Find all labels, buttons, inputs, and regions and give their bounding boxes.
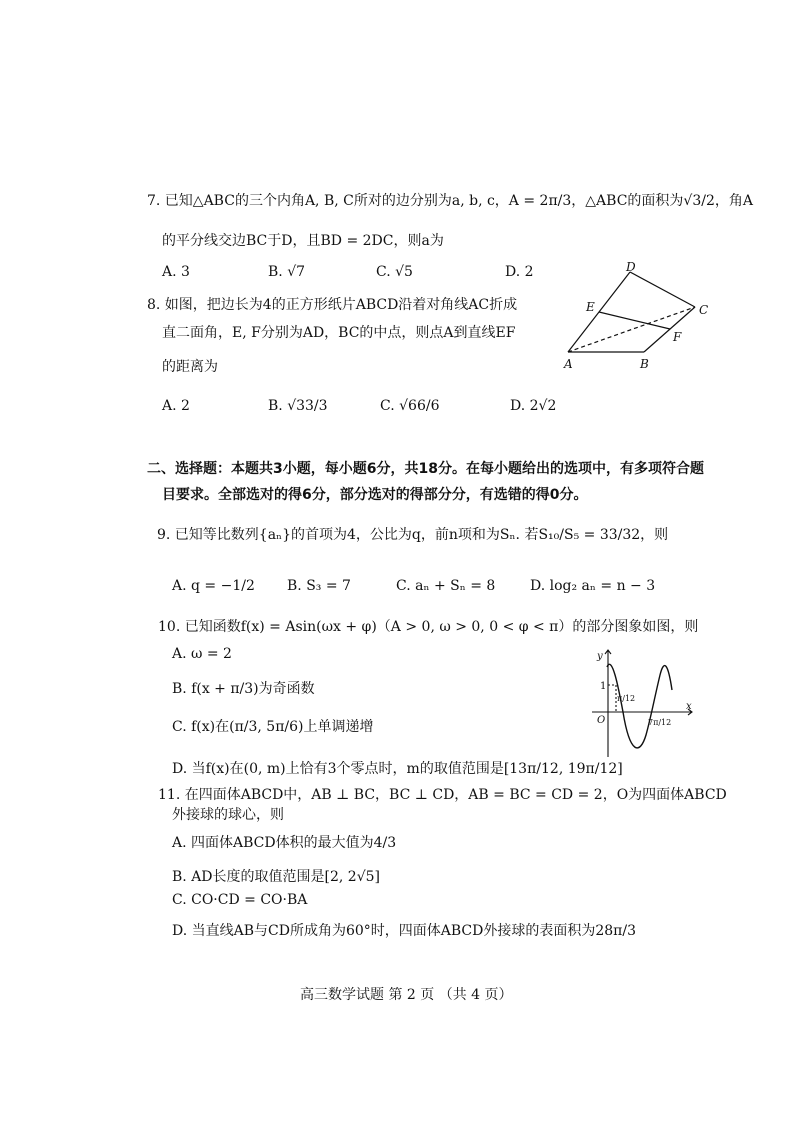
q9-line1: 9. 已知等比数列{aₙ}的首项为4，公比为q，前n项和为Sₙ. 若S₁₀/S₅ = 33/32，则 bbox=[157, 527, 669, 543]
q9-option-d: D. log₂ aₙ = n − 3 bbox=[530, 578, 656, 594]
q11-option-c: C. CO·CD = CO·BA bbox=[172, 892, 308, 908]
q11-line2: 外接球的球心，则 bbox=[172, 807, 284, 823]
q10-option-c: C. f(x)在(π/3, 5π/6)上单调递增 bbox=[172, 719, 374, 735]
label-C: C bbox=[699, 303, 709, 317]
q8-line1: 8. 如图，把边长为4的正方形纸片ABCD沿着对角线AC折成 bbox=[147, 297, 518, 313]
q11-option-d: D. 当直线AB与CD所成角为60°时，四面体ABCD外接球的表面积为28π/3 bbox=[172, 923, 637, 939]
tick-label-1: 1 bbox=[600, 681, 607, 692]
q11-line1: 11. 在四面体ABCD中，AB ⊥ BC，BC ⊥ CD，AB = BC = CD = 2，O为四面体ABCD bbox=[158, 787, 727, 803]
label-D: D bbox=[626, 262, 636, 274]
q7-option-c: C. √5 bbox=[376, 264, 413, 280]
label-F: F bbox=[673, 330, 682, 344]
origin-label: O bbox=[597, 715, 606, 726]
page-footer: 高三数学试题 第 2 页 （共 4 页） bbox=[300, 987, 513, 1003]
q9-option-c: C. aₙ + Sₙ = 8 bbox=[396, 578, 496, 594]
edge-BC bbox=[644, 307, 695, 352]
q7-option-d: D. 2 bbox=[505, 264, 534, 280]
segment-EF bbox=[599, 312, 670, 329]
q8-line3: 的距离为 bbox=[162, 359, 218, 375]
q10-graph bbox=[588, 645, 698, 765]
q7-option-b: B. √7 bbox=[268, 264, 306, 280]
q10-option-d: D. 当f(x)在(0, m)上恰有3个零点时，m的取值范围是[13π/12, 19π/12] bbox=[172, 761, 623, 777]
label-B: B bbox=[640, 357, 649, 371]
q10-option-a: A. ω = 2 bbox=[172, 646, 232, 662]
q8-option-b: B. √33/3 bbox=[268, 398, 328, 414]
q7-option-a: A. 3 bbox=[162, 264, 190, 280]
q8-option-d: D. 2√2 bbox=[510, 398, 557, 414]
label-A: A bbox=[564, 357, 573, 371]
section2-line1: 二、选择题：本题共3小题，每小题6分，共18分。在每小题给出的选项中，有多项符合题 bbox=[147, 461, 704, 477]
q8-option-a: A. 2 bbox=[162, 398, 190, 414]
section2-line2: 目要求。全部选对的得6分，部分选对的得部分分，有选错的得0分。 bbox=[162, 487, 588, 503]
q9-option-b: B. S₃ = 7 bbox=[287, 578, 351, 594]
label-E: E bbox=[586, 300, 595, 314]
q10-option-b: B. f(x + π/3)为奇函数 bbox=[172, 681, 315, 697]
q9-option-a: A. q = −1/2 bbox=[172, 578, 255, 594]
q7-line1: 7. 已知△ABC的三个内角A, B, C所对的边分别为a, b, c，A = 2π/3，△ABC的面积为√3/2，角A bbox=[147, 193, 753, 209]
tick-label-pi-12: π/12 bbox=[617, 694, 636, 703]
tick-label-7pi-12: 7π/12 bbox=[648, 718, 672, 727]
q8-figure bbox=[560, 262, 710, 372]
axis-label-x: x bbox=[686, 701, 692, 712]
sine-curve bbox=[607, 664, 672, 748]
q11-option-b: B. AD长度的取值范围是[2, 2√5] bbox=[172, 869, 380, 885]
axis-label-y: y bbox=[597, 651, 603, 662]
q8-line2: 直二面角，E, F分别为AD，BC的中点，则点A到直线EF bbox=[162, 325, 516, 341]
q11-option-a: A. 四面体ABCD体积的最大值为4/3 bbox=[172, 835, 397, 851]
q10-line1: 10. 已知函数f(x) = Asin(ωx + φ)（A > 0, ω > 0, 0 < φ < π）的部分图象如图，则 bbox=[158, 619, 699, 635]
q7-line2: 的平分线交边BC于D，且BD = 2DC，则a为 bbox=[162, 233, 444, 249]
edge-DC bbox=[630, 272, 695, 307]
q8-option-c: C. √66/6 bbox=[380, 398, 440, 414]
